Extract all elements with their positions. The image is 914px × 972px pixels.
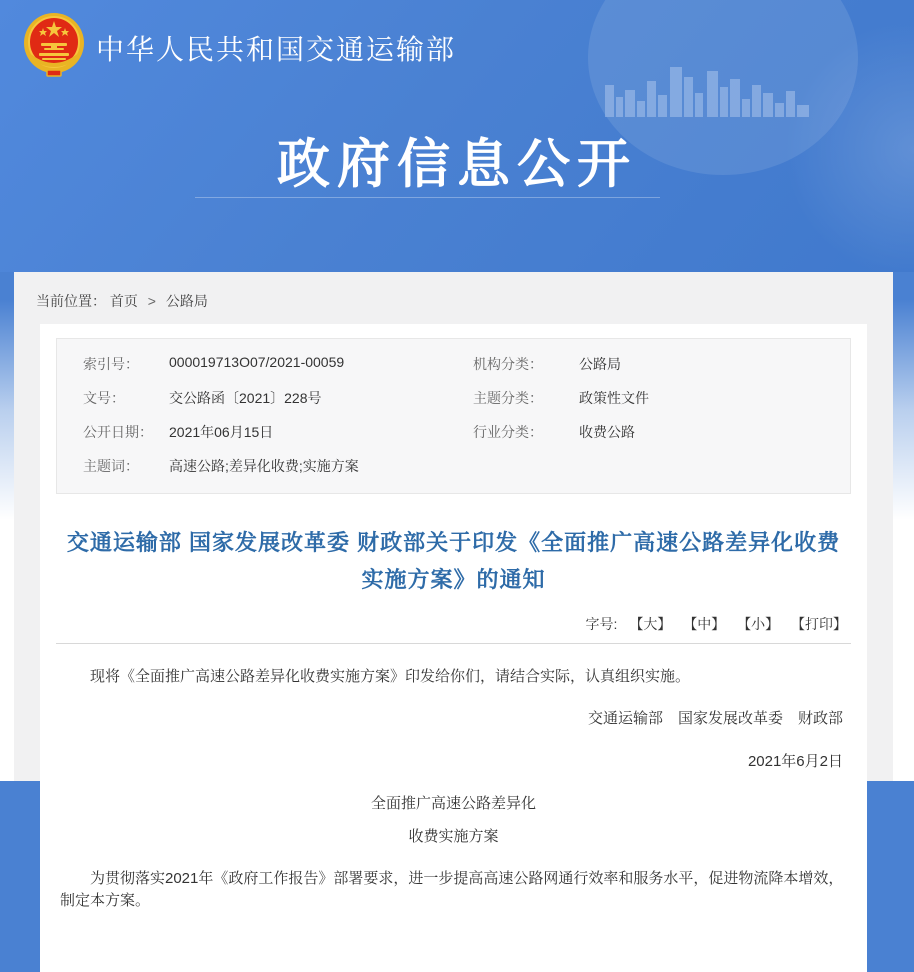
page-title: 政府信息公开 <box>277 135 637 194</box>
fontsize-medium-button[interactable]: 【中】 <box>683 616 726 632</box>
print-button[interactable]: 【打印】 <box>791 616 847 632</box>
paragraph: 为贯彻落实2021年《政府工作报告》部署要求，进一步提高高速公路网通行效率和服务水平，促进物流降本增效，制定本方案。 <box>60 870 844 909</box>
breadcrumb-section-link[interactable]: 公路局 <box>165 293 208 309</box>
city-skyline-icon <box>603 57 843 117</box>
content-area <box>14 272 893 909</box>
meta-row-docnum <box>57 381 850 415</box>
breadcrumb-separator: > <box>147 293 156 309</box>
meta-value: 高速公路;差异化收费;实施方案 <box>169 458 359 474</box>
meta-row-date <box>57 415 850 449</box>
document-meta-box <box>56 338 851 494</box>
meta-value: 000019713O07/2021-00059 <box>169 354 345 370</box>
meta-row-index <box>57 347 850 381</box>
title-divider <box>56 643 851 644</box>
paragraph: 现将《全面推广高速公路差异化收费实施方案》印发给你们，请结合实际，认真组织实施。 <box>90 668 691 685</box>
breadcrumb-label: 当前位置： <box>36 293 106 309</box>
meta-value <box>579 449 850 483</box>
meta-label: 主题分类： <box>473 390 543 406</box>
meta-label: 索引号： <box>83 356 139 372</box>
fontsize-label: 字号: <box>585 616 618 632</box>
meta-label: 机构分类： <box>473 356 543 372</box>
breadcrumb <box>14 272 893 324</box>
signature-line: 交通运输部 国家发展改革委 财政部 <box>587 710 843 727</box>
meta-value: 2021年06月15日 <box>169 424 274 440</box>
meta-value: 公路局 <box>579 356 621 372</box>
fontsize-toolbar <box>56 614 851 634</box>
meta-label: 公开日期： <box>83 424 153 440</box>
meta-value: 收费公路 <box>579 424 635 440</box>
article-body <box>56 666 851 912</box>
fontsize-large-button[interactable]: 【大】 <box>629 616 672 632</box>
meta-label: 文号： <box>83 390 125 406</box>
breadcrumb-home-link[interactable]: 首页 <box>109 293 138 309</box>
meta-row-keywords <box>57 449 850 483</box>
ministry-name: 中华人民共和国交通运输部 <box>96 34 457 65</box>
meta-label: 主题词： <box>83 458 139 474</box>
document-meta-table <box>57 347 850 483</box>
meta-value: 交公路函〔2021〕228号 <box>169 390 322 406</box>
fontsize-small-button[interactable]: 【小】 <box>737 616 780 632</box>
banner <box>0 0 914 272</box>
site-logo-link[interactable] <box>22 12 456 78</box>
meta-value: 政策性文件 <box>579 390 649 406</box>
article-title: 交通运输部 国家发展改革委 财政部关于印发《全面推广高速公路差异化收费实施方案》的通知 <box>66 530 841 592</box>
meta-label <box>461 449 579 483</box>
date-line: 2021年6月2日 <box>747 753 843 770</box>
doc-title-line-2: 收费实施方案 <box>408 828 499 845</box>
meta-label: 行业分类： <box>473 424 543 440</box>
national-emblem-icon <box>22 12 86 78</box>
article-card <box>40 324 867 972</box>
doc-title-line-1: 全面推广高速公路差异化 <box>370 795 536 812</box>
